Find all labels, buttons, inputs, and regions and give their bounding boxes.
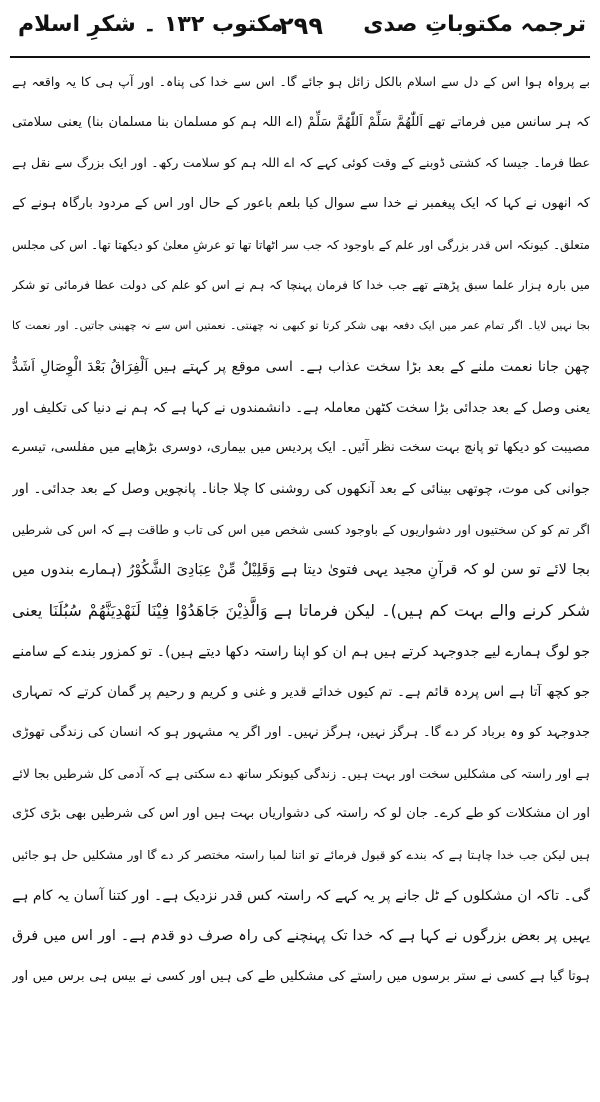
- text-line: شکر کرنے والے بہت کم ہیں)۔ لیکن فرماتا ہے وَالَّذِیْنَ جَاھَدُوْا فِیْنَا لَنَھْدِیَنَّھُمْ سُبُلَنَا یعنی: [12, 600, 590, 620]
- text-line: اگر تم کو کن سختیوں اور دشواریوں کے باوجود کسی شخص میں اس کی تاب و طاقت ہے کہ اس کی شرطیں: [12, 521, 590, 537]
- text-line: گی۔ تاکہ ان مشکلوں کے ٹل جانے پر یہ کہے کہ راستہ کس قدر نزدیک ہے۔ اور کتنا آسان یہ کام ہے: [12, 887, 590, 904]
- text-line: کہ انھوں نے کہا کہ ایک پیغمبر نے خدا سے سوال کیا بلعم باعور کے حال اور اس کے مردود بارگاہ ہونے کے: [12, 196, 590, 212]
- text-line: میں بارہ ہزار علما سبق پڑھتے تھے جب خدا کا فرمان پہنچا کہ ہم نے اس کو علم کی دولت عطا فرمائی تو شکر: [12, 278, 590, 293]
- text-line: مصیبت کو دیکھا تو پانچ بہت سخت نظر آئیں۔ ایک پردیس میں بیماری، دوسری بڑھاپے میں مفلسی، تیسرے: [12, 440, 590, 456]
- text-line: بجا نہیں لایا۔ اگر تمام عمر میں ایک دفعہ بھی شکر کرتا تو کبھی نہ چھنتی۔ نعمتیں اس سے نہ چھینی جاتیں۔ اور نعمت کا: [12, 319, 590, 333]
- header-divider: [10, 56, 590, 58]
- body-text: [12, 62, 590, 998]
- text-line: بے پرواہ ہوا اس کے دل سے اسلام بالکل زائل ہو جائے گا۔ اس سے خدا کی پناہ۔ اور آپ ہی کا یہ واقعہ ہے: [12, 74, 590, 89]
- text-line: یعنی وصل کے بعد جدائی بڑا سخت کٹھن معاملہ ہے۔ دانشمندوں نے کہا ہے کہ ہم نے دنیا کی تکلیف اور: [12, 399, 590, 416]
- text-line: چھن جانا نعمت ملنے کے بعد بڑا سخت عذاب ہے۔ اسی موقع پر کہتے ہیں اَلْفِرَاقُ بَعْدَ الْوِصَالِ اَشَدُّ: [12, 358, 590, 375]
- text-line: کہ ہر سانس میں فرماتے تھے اَللّٰھُمَّ سَلِّمْ اَللّٰھُمَّ سَلِّمْ (اے اللہ ہم کو مسلمان بنا مسلمان بنا) یعنی سلامتی: [12, 114, 590, 130]
- book-title: ترجمہ مکتوباتِ صدی: [363, 12, 586, 37]
- text-line: یہیں پر بعض بزرگوں نے کہا ہے کہ خدا تک پہنچنے کی راہ صرف دو قدم ہے۔ اور اس میں فرق: [12, 928, 590, 945]
- text-line: ہے اور راستہ کی مشکلیں سخت اور بہت ہیں۔ زندگی کیونکر ساتھ دے سکتی ہے کہ آدمی کل شرطیں بجا لائے: [12, 765, 590, 781]
- text-line: متعلق۔ کیونکہ اس قدر بزرگی اور علم کے باوجود کہ جب سر اٹھاتا تھا تو عرشِ معلیٰ کو دیکھتا تھا۔ اس کی مجلس: [12, 237, 590, 252]
- text-line: جوانی کی موت، چوتھی بینائی کے بعد آنکھوں کی روشنی کا چلا جانا۔ پانچویں وصل کے بعد جدائی۔ اور: [12, 480, 590, 497]
- text-line: عطا فرما۔ جیسا کہ کشتی ڈوبنے کے وقت کوئی کہے کہ اے اللہ ہم کو سلامت رکھ۔ اور ایک بزرگ سے نقل ہے: [12, 155, 590, 171]
- text-line: جدوجہد کو وہ برباد کر دے گا۔ ہرگز نہیں، ہرگز نہیں۔ اور اگر یہ مشہور ہو کہ انسان کی زندگی تھوڑی: [12, 725, 590, 740]
- page-header: [12, 0, 590, 56]
- section-title: مکتوب ۱۳۲ ۔ شکرِ اسلام: [18, 12, 284, 37]
- page-number: ۲۹۹: [279, 12, 323, 40]
- text-line: جو لوگ ہمارے لیے جدوجہد کرتے ہیں ہم ان کو اپنا راستہ دکھا دیتے ہیں)۔ تو کمزور بندے کے سامنے: [12, 643, 590, 660]
- text-line: بجا لائے تو سن لو کہ قرآنِ مجید یہی فتویٰ دیتا ہے وَقَلِیْلٌ مِّنْ عِبَادِیَ الشَّکُوْرُ (ہمارے بندوں میں: [12, 562, 590, 579]
- text-line: جو کچھ آتا ہے اس پردہ قائم ہے۔ تم کیوں خدائے قدیر و غنی و کریم و رحیم پر گمان کرتے کہ تمہاری: [12, 684, 590, 701]
- text-line: ہوتا گیا ہے کسی نے ستر برسوں میں راستے کی مشکلیں طے کی ہیں اور کسی نے بیس ہی برس میں اور: [12, 969, 590, 985]
- text-line: ہیں لیکن جب خدا چاہتا ہے کہ بندے کو قبول فرمائے تو اتنا لمبا راستہ مختصر کر دے گا اور مشکلیں حل ہو جائیں: [12, 848, 590, 863]
- text-line: اور ان مشکلات کو طے کرے۔ جان لو کہ راستہ کی دشواریاں بہت ہیں اور اس کی شرطیں بھی بڑی کڑی: [12, 806, 590, 822]
